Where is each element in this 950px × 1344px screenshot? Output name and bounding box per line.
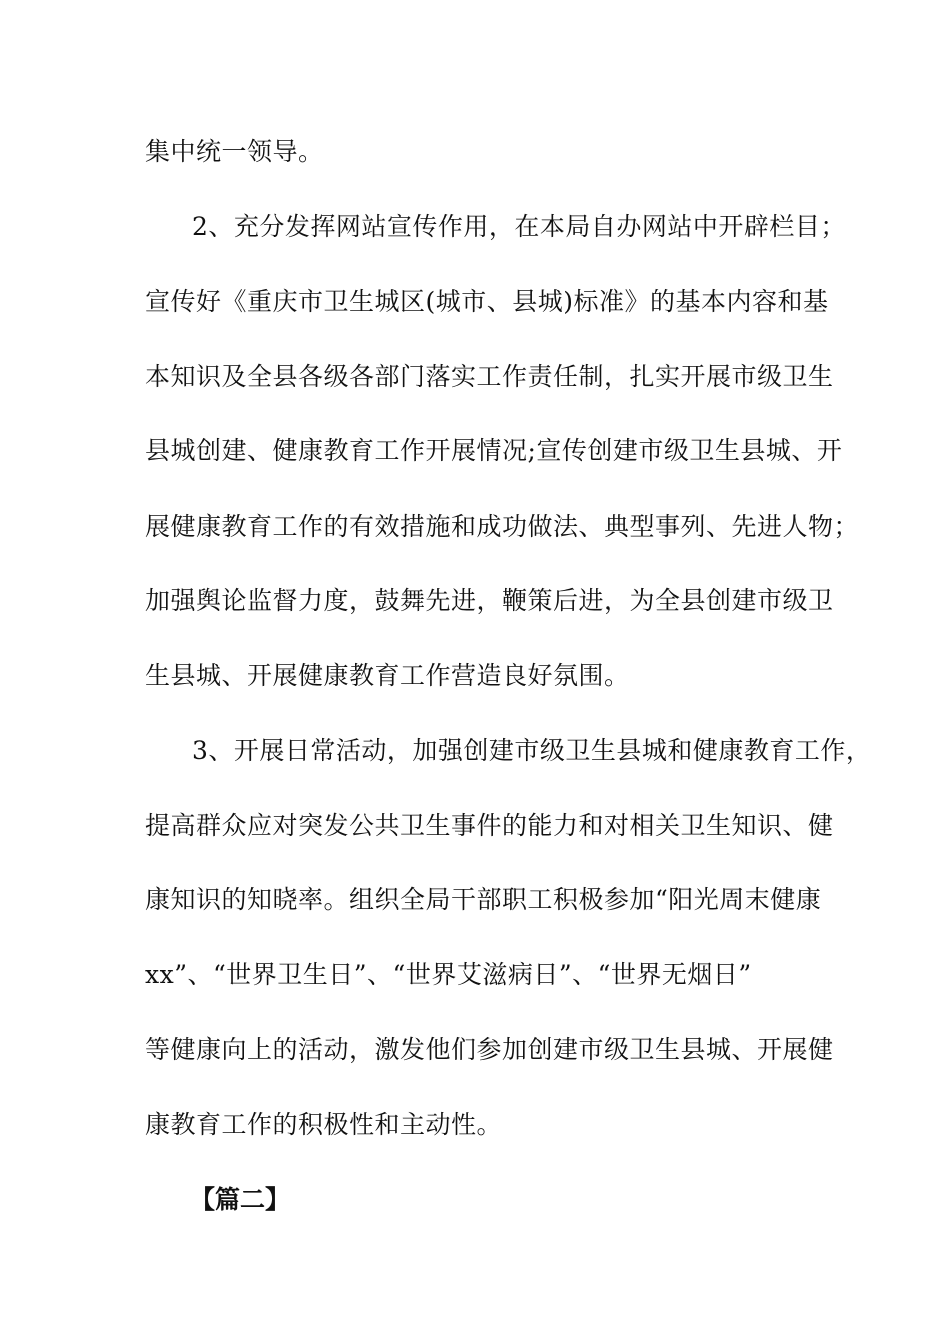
paragraph-line: 县城创建、健康教育工作开展情况;宣传创建市级卫生县城、开: [145, 436, 843, 465]
paragraph-line: 3、开展日常活动，加强创建市级卫生县城和健康教育工作，: [192, 736, 872, 765]
paragraph-line: xx”、“世界卫生日”、“世界艾滋病日”、“世界无烟日”: [145, 960, 752, 989]
paragraph-line: 2、充分发挥网站宣传作用，在本局自办网站中开辟栏目；: [192, 212, 846, 241]
paragraph-line: 展健康教育工作的有效措施和成功做法、典型事列、先进人物；: [145, 512, 860, 541]
paragraph-line: 本知识及全县各级各部门落实工作责任制，扎实开展市级卫生: [145, 362, 834, 391]
paragraph-line: 宣传好《重庆市卫生城区(城市、县城)标准》的基本内容和基: [145, 287, 829, 316]
paragraph-line: 生县城、开展健康教育工作营造良好氛围。: [145, 661, 630, 690]
paragraph-line: 集中统一领导。: [145, 137, 324, 166]
section-heading: 【篇二】: [190, 1185, 291, 1214]
paragraph-line: 加强舆论监督力度，鼓舞先进，鞭策后进，为全县创建市级卫: [145, 586, 834, 615]
paragraph-line: 等健康向上的活动，激发他们参加创建市级卫生县城、开展健: [145, 1035, 834, 1064]
paragraph-line: 康知识的知晓率。组织全局干部职工积极参加“阳光周末健康: [145, 885, 822, 914]
paragraph-line: 提高群众应对突发公共卫生事件的能力和对相关卫生知识、健: [145, 811, 834, 840]
paragraph-line: 康教育工作的积极性和主动性。: [145, 1110, 503, 1139]
